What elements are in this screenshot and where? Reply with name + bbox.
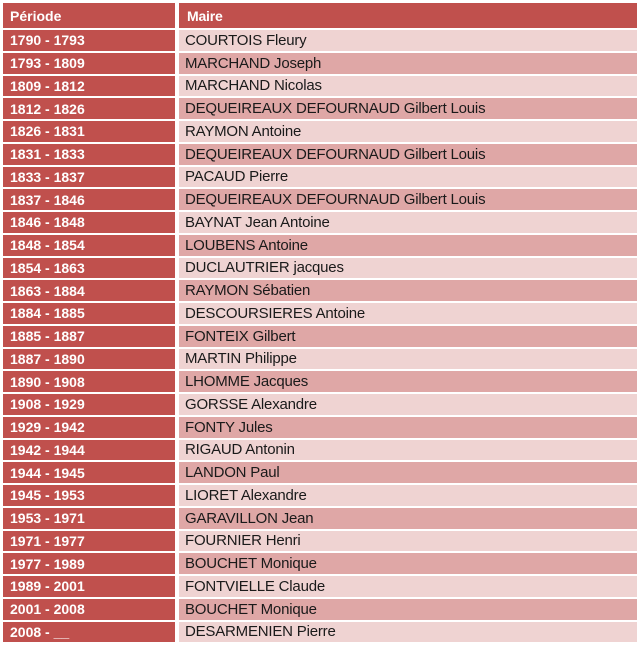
table-row xyxy=(3,371,637,394)
period-cell: 1812 - 1826 xyxy=(3,98,175,121)
table-row xyxy=(3,394,637,417)
period-cell: 1848 - 1854 xyxy=(3,235,175,258)
table-row xyxy=(3,576,637,599)
mayor-cell: BOUCHET Monique xyxy=(179,553,637,576)
period-cell: 1833 - 1837 xyxy=(3,167,175,190)
table-row xyxy=(3,622,637,645)
table-header xyxy=(3,3,637,30)
period-cell: 1944 - 1945 xyxy=(3,462,175,485)
period-cell: 1793 - 1809 xyxy=(3,53,175,76)
table-row xyxy=(3,98,637,121)
period-cell: 1863 - 1884 xyxy=(3,280,175,303)
table-row xyxy=(3,235,637,258)
mayor-cell: FOURNIER Henri xyxy=(179,531,637,554)
mayor-cell: MARCHAND Nicolas xyxy=(179,76,637,99)
mayor-cell: RAYMON Antoine xyxy=(179,121,637,144)
period-cell: 2001 - 2008 xyxy=(3,599,175,622)
period-cell: 1942 - 1944 xyxy=(3,440,175,463)
table-row xyxy=(3,349,637,372)
table-row xyxy=(3,440,637,463)
table-row xyxy=(3,326,637,349)
mayor-cell: LHOMME Jacques xyxy=(179,371,637,394)
header-mayor: Maire xyxy=(179,3,637,30)
mayor-cell: FONTVIELLE Claude xyxy=(179,576,637,599)
period-cell: 1837 - 1846 xyxy=(3,189,175,212)
mayor-cell: BOUCHET Monique xyxy=(179,599,637,622)
period-cell: 1826 - 1831 xyxy=(3,121,175,144)
mayor-cell: DESARMENIEN Pierre xyxy=(179,622,637,645)
period-cell: 1887 - 1890 xyxy=(3,349,175,372)
period-cell: 1884 - 1885 xyxy=(3,303,175,326)
mayor-cell: DEQUEIREAUX DEFOURNAUD Gilbert Louis xyxy=(179,144,637,167)
period-cell: 1977 - 1989 xyxy=(3,553,175,576)
table-row xyxy=(3,280,637,303)
table-row xyxy=(3,30,637,53)
period-cell: 1790 - 1793 xyxy=(3,30,175,53)
mayor-cell: LOUBENS Antoine xyxy=(179,235,637,258)
period-cell: 1809 - 1812 xyxy=(3,76,175,99)
mayor-cell: DESCOURSIERES Antoine xyxy=(179,303,637,326)
table-row xyxy=(3,417,637,440)
table-row xyxy=(3,553,637,576)
period-cell: 1989 - 2001 xyxy=(3,576,175,599)
mayor-cell: DUCLAUTRIER jacques xyxy=(179,258,637,281)
mayors-table xyxy=(3,3,637,644)
mayor-cell: PACAUD Pierre xyxy=(179,167,637,190)
mayor-cell: BAYNAT Jean Antoine xyxy=(179,212,637,235)
table-row xyxy=(3,189,637,212)
period-cell: 1885 - 1887 xyxy=(3,326,175,349)
period-cell: 1854 - 1863 xyxy=(3,258,175,281)
mayor-cell: MARCHAND Joseph xyxy=(179,53,637,76)
period-cell: 1890 - 1908 xyxy=(3,371,175,394)
header-period: Période xyxy=(3,3,175,30)
table-row xyxy=(3,258,637,281)
mayor-cell: LANDON Paul xyxy=(179,462,637,485)
table-row xyxy=(3,76,637,99)
period-cell: 1929 - 1942 xyxy=(3,417,175,440)
table-row xyxy=(3,212,637,235)
period-cell: 1908 - 1929 xyxy=(3,394,175,417)
table-row xyxy=(3,167,637,190)
mayor-cell: DEQUEIREAUX DEFOURNAUD Gilbert Louis xyxy=(179,98,637,121)
mayor-cell: RAYMON Sébatien xyxy=(179,280,637,303)
table-row xyxy=(3,144,637,167)
period-cell: 1953 - 1971 xyxy=(3,508,175,531)
table-row xyxy=(3,485,637,508)
table-row xyxy=(3,531,637,554)
period-cell: 1945 - 1953 xyxy=(3,485,175,508)
mayor-cell: GORSSE Alexandre xyxy=(179,394,637,417)
table-body xyxy=(3,30,637,644)
table-row xyxy=(3,53,637,76)
table-row xyxy=(3,303,637,326)
table-row xyxy=(3,462,637,485)
mayor-cell: DEQUEIREAUX DEFOURNAUD Gilbert Louis xyxy=(179,189,637,212)
period-cell: 1831 - 1833 xyxy=(3,144,175,167)
table-row xyxy=(3,508,637,531)
period-cell: 1846 - 1848 xyxy=(3,212,175,235)
table-row xyxy=(3,121,637,144)
mayor-cell: FONTEIX Gilbert xyxy=(179,326,637,349)
mayor-cell: FONTY Jules xyxy=(179,417,637,440)
table-row xyxy=(3,599,637,622)
mayor-cell: MARTIN Philippe xyxy=(179,349,637,372)
mayor-cell: GARAVILLON Jean xyxy=(179,508,637,531)
mayor-cell: RIGAUD Antonin xyxy=(179,440,637,463)
period-cell: 1971 - 1977 xyxy=(3,531,175,554)
mayor-cell: LIORET Alexandre xyxy=(179,485,637,508)
mayor-cell: COURTOIS Fleury xyxy=(179,30,637,53)
period-cell: 2008 - __ xyxy=(3,622,175,645)
